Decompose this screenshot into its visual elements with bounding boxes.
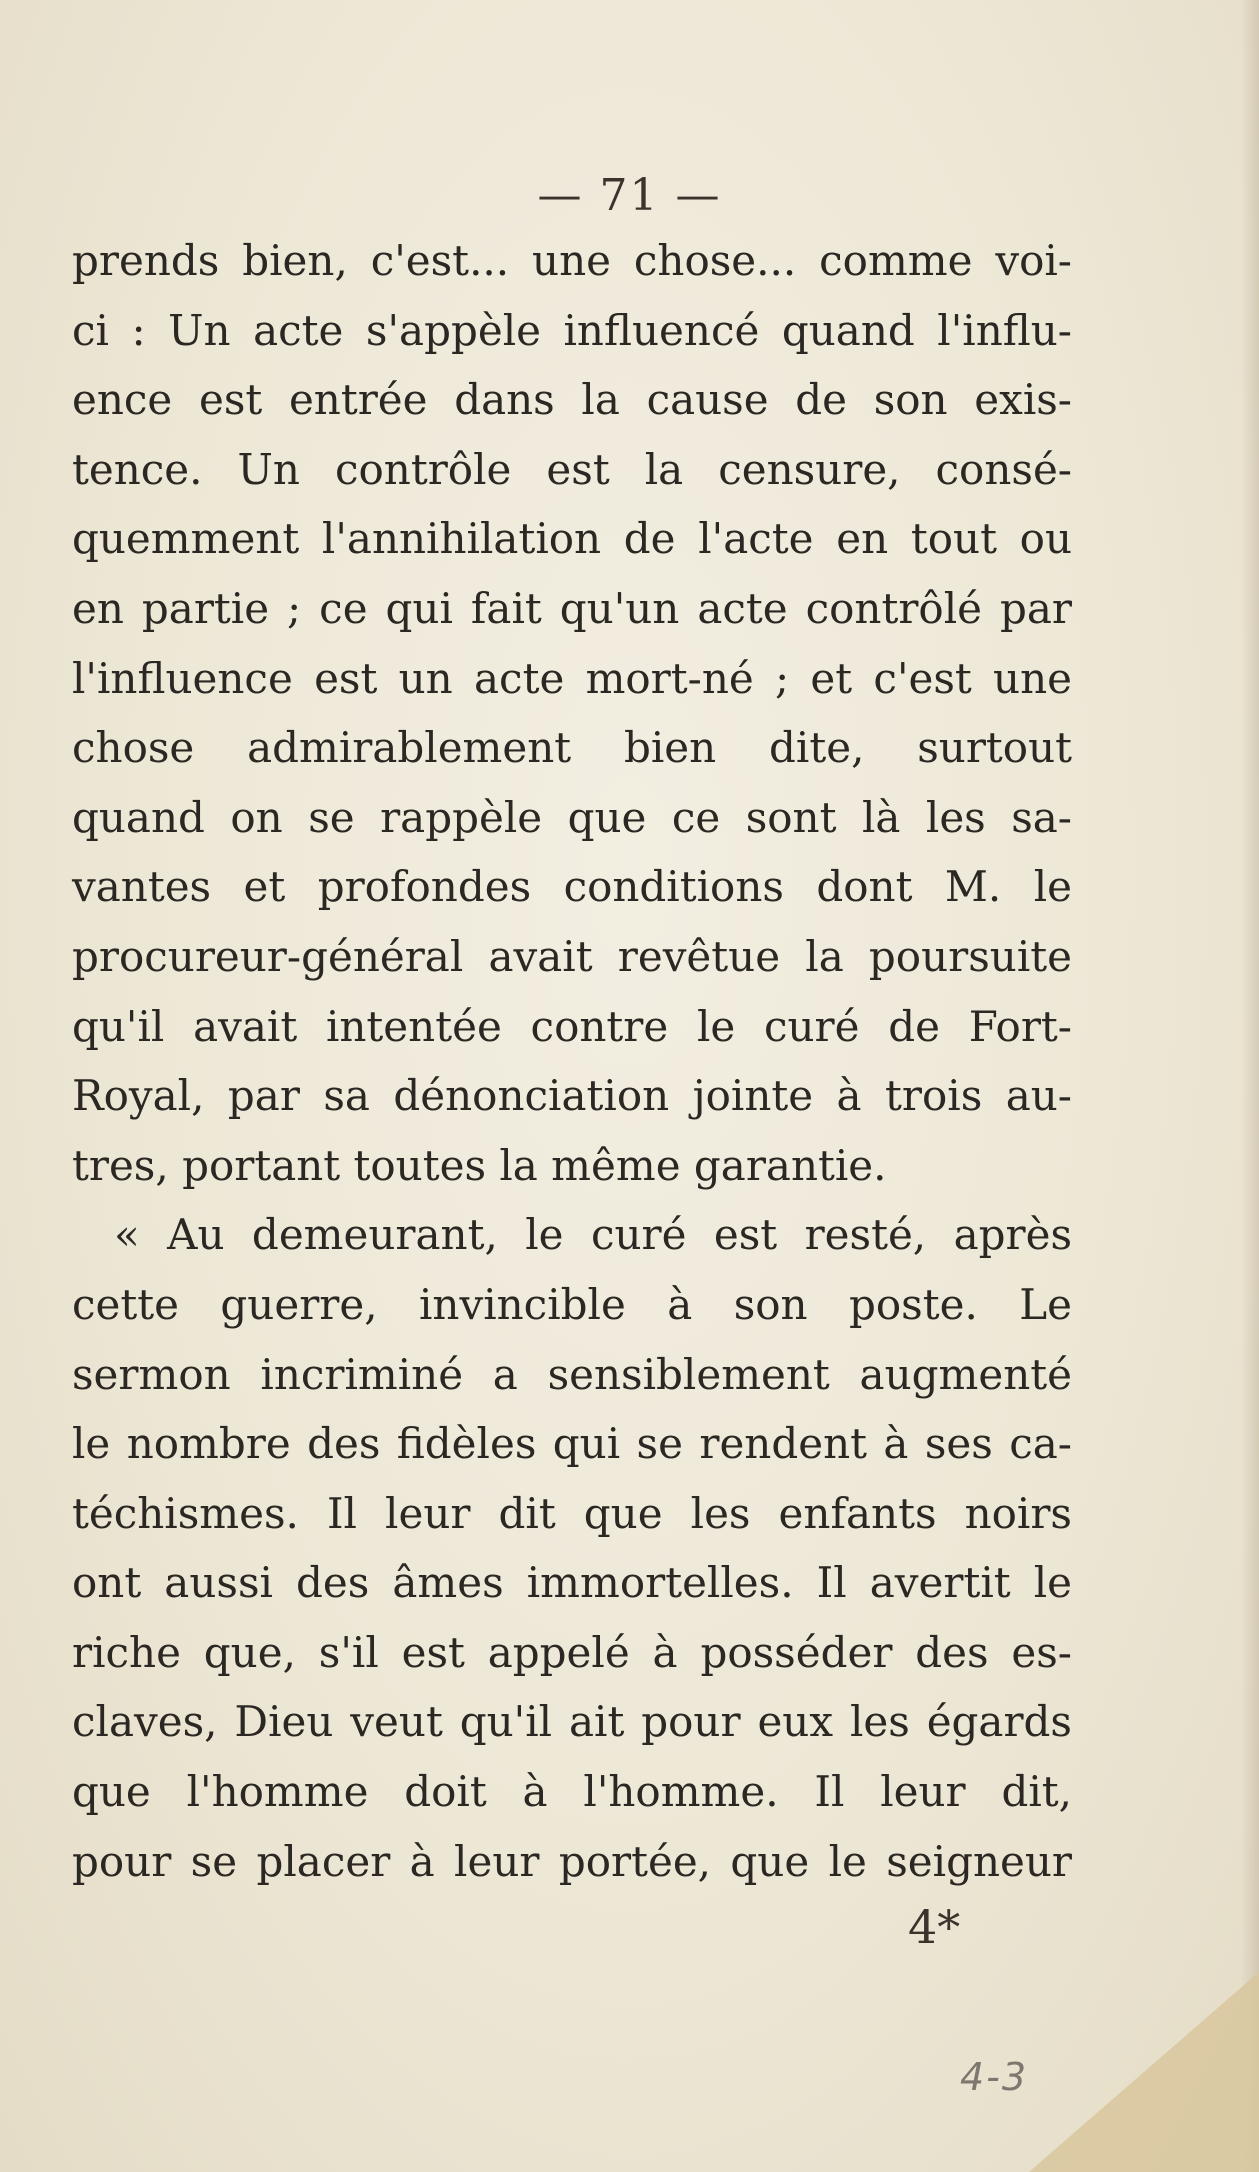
text-line: quand on se rappèle que ce sont là les sa- <box>72 792 1072 842</box>
text-line: Royal, par sa dénonciation jointe à trois au- <box>72 1071 1072 1121</box>
text-line: ence est entrée dans la cause de son exis- <box>72 375 1072 425</box>
page-edge-shadow <box>1241 0 1259 2172</box>
signature-mark: 4* <box>908 1900 961 1954</box>
text-line: chose admirablement bien dite, surtout <box>72 723 1072 773</box>
text-line: tres, portant toutes la même garantie. <box>72 1140 887 1190</box>
text-line: l'influence est un acte mort-né ; et c'est une <box>72 653 1072 703</box>
text-line: tence. Un contrôle est la censure, consé- <box>72 444 1072 494</box>
text-line: procureur-général avait revêtue la poursuite <box>72 931 1072 981</box>
text-line: claves, Dieu veut qu'il ait pour eux les égards <box>72 1697 1072 1747</box>
text-line: qu'il avait intentée contre le curé de Fort- <box>72 1001 1072 1051</box>
text-line: riche que, s'il est appelé à posséder des es- <box>72 1627 1072 1677</box>
text-line: téchismes. Il leur dit que les enfants noirs <box>72 1488 1072 1538</box>
page-number: — 71 — <box>537 170 722 221</box>
pencil-note: 4-3 <box>960 2055 1029 2099</box>
text-line: vantes et profondes conditions dont M. le <box>72 862 1072 912</box>
text-line: ont aussi des âmes immortelles. Il avertit le <box>72 1558 1072 1608</box>
text-line: prends bien, c'est... une chose... comme voi- <box>72 236 1072 285</box>
body-text <box>72 226 1072 1896</box>
text-line: sermon incriminé a sensiblement augmenté <box>72 1349 1072 1399</box>
text-line: « Au demeurant, le curé est resté, après <box>114 1210 1072 1260</box>
text-line: le nombre des fidèles qui se rendent à ses ca- <box>72 1419 1072 1469</box>
text-line: en partie ; ce qui fait qu'un acte contrôlé par <box>72 583 1072 633</box>
text-line: quemment l'annihilation de l'acte en tout ou <box>72 514 1072 564</box>
text-line: ci : Un acte s'appèle influencé quand l'influ- <box>72 305 1072 355</box>
text-line: que l'homme doit à l'homme. Il leur dit, <box>72 1767 1072 1817</box>
page-corner-fold <box>1029 1972 1259 2172</box>
text-line: cette guerre, invincible à son poste. Le <box>72 1279 1072 1329</box>
text-line: pour se placer à leur portée, que le seigneur <box>72 1836 1072 1886</box>
